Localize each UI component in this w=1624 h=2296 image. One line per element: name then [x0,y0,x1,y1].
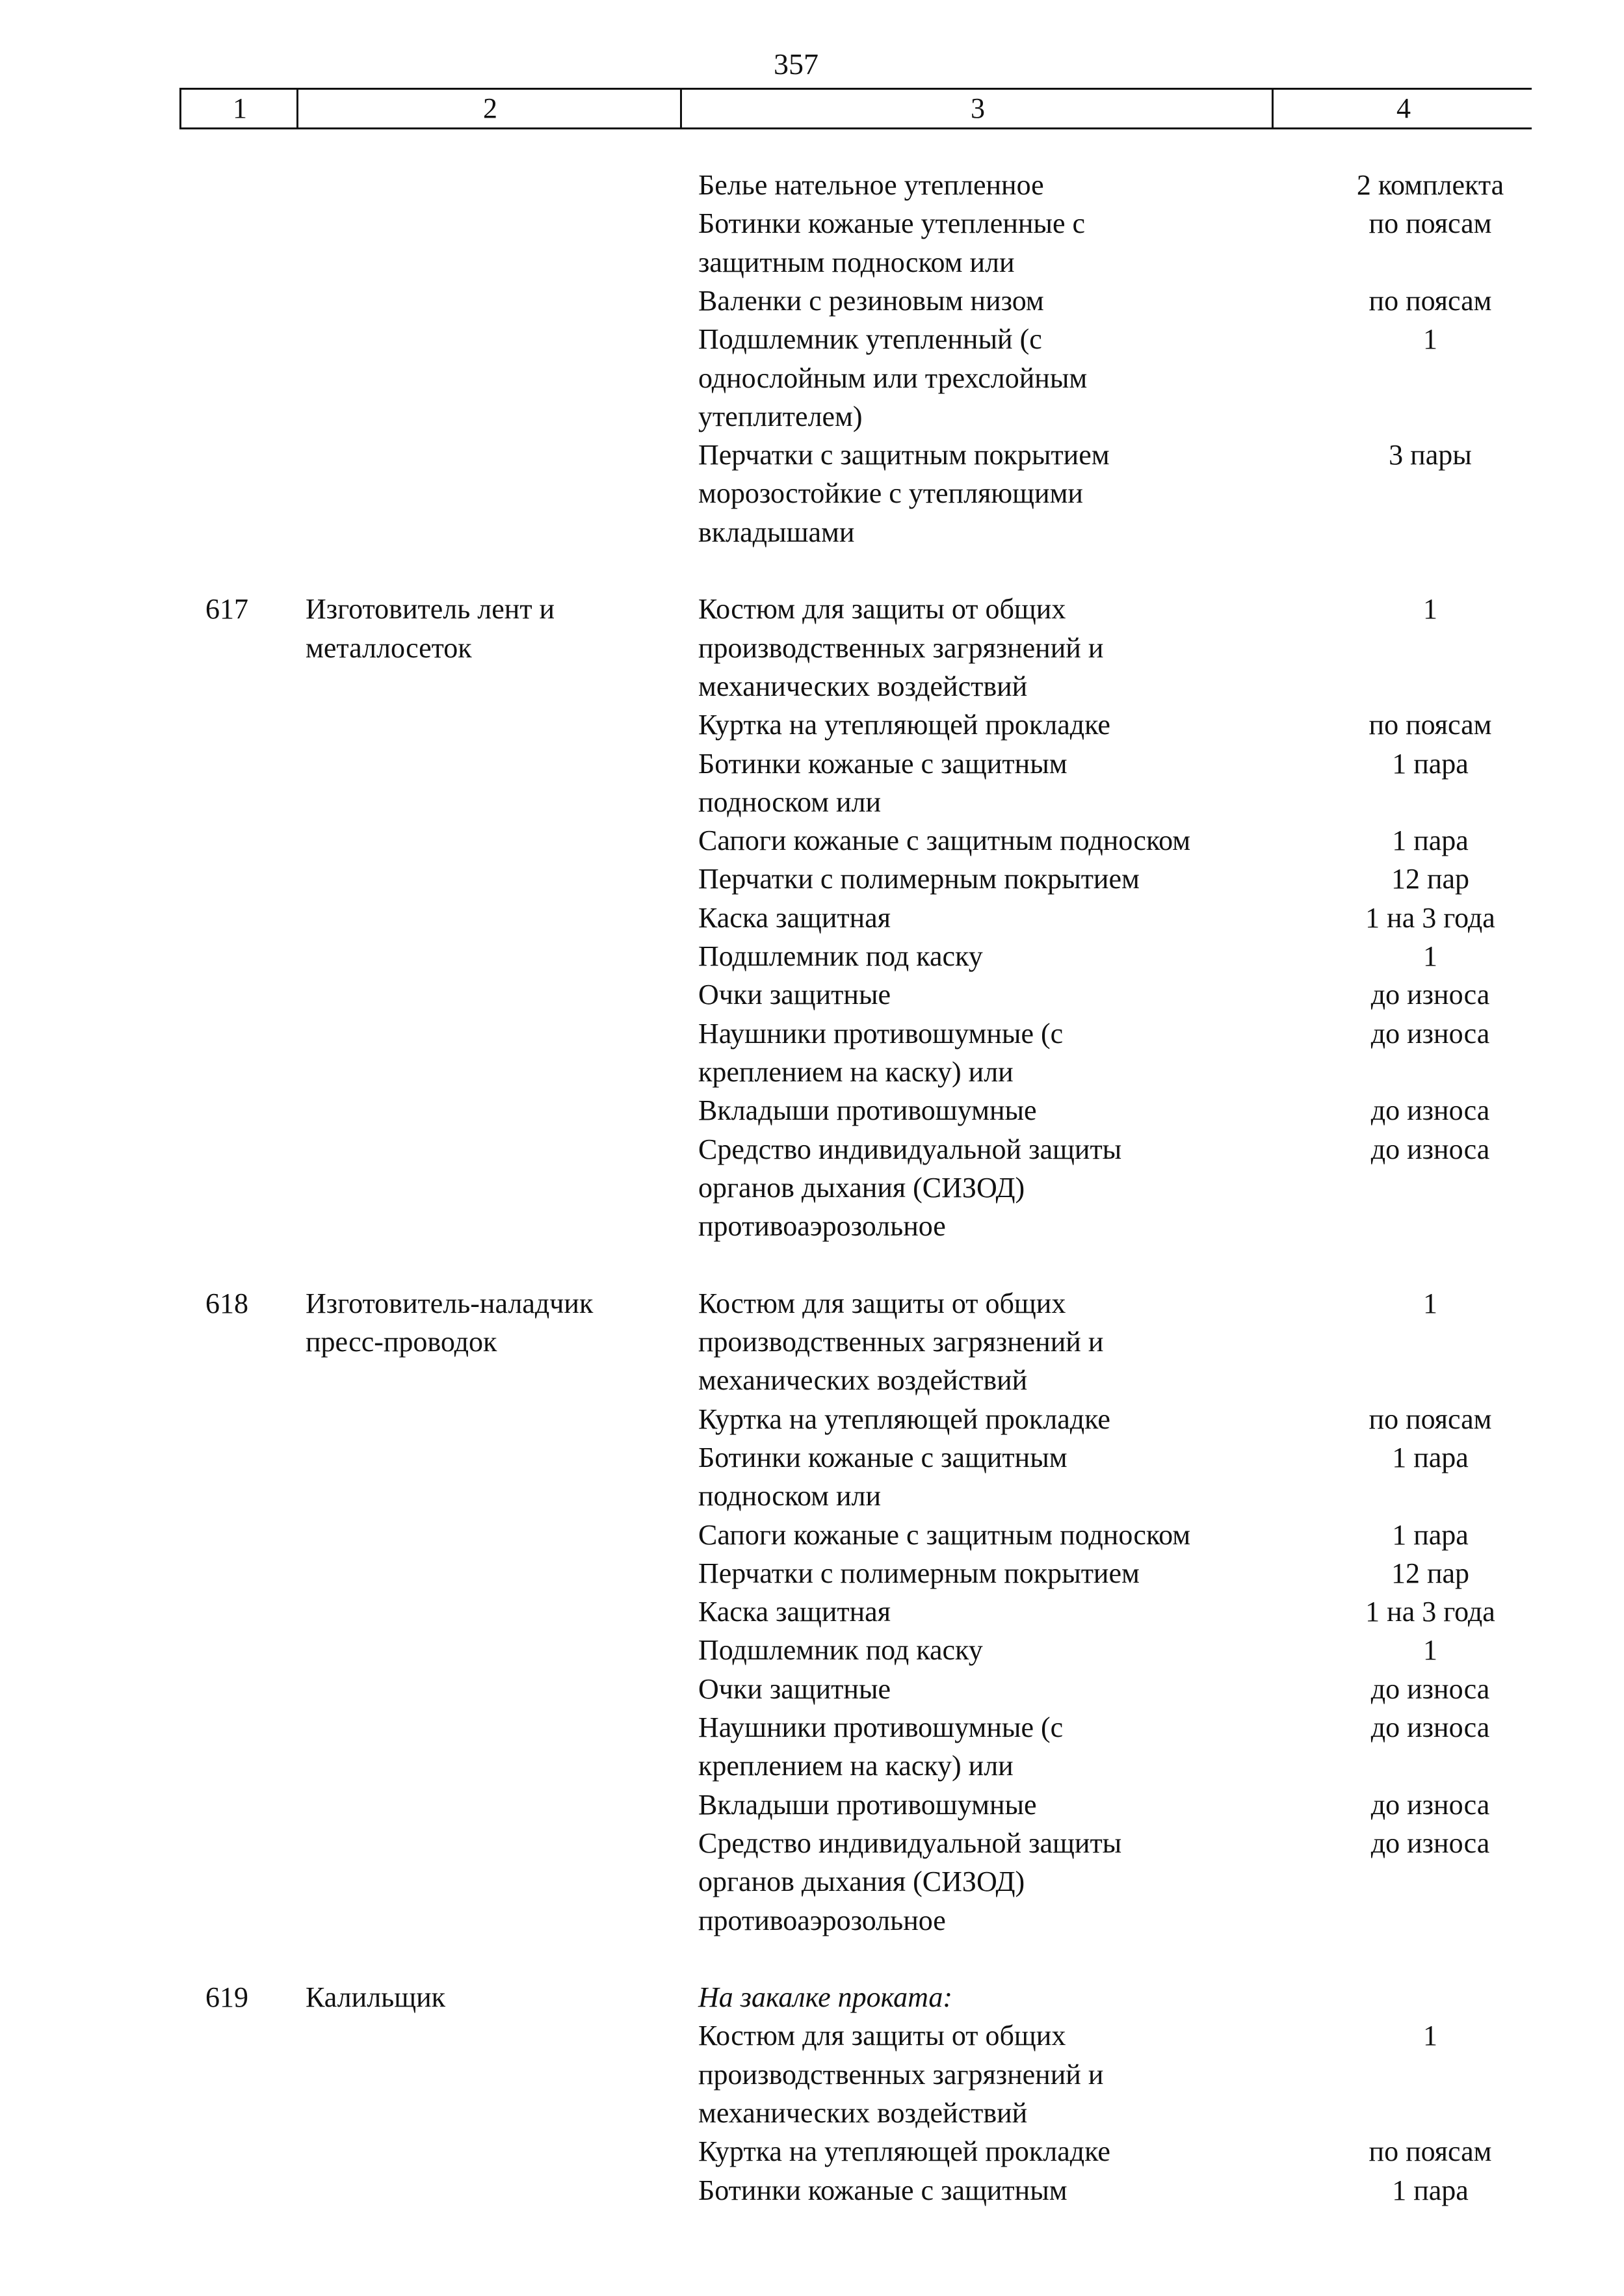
equipment-item: производственных загрязнений и [698,1326,1104,1358]
issue-norm: 3 пары [1389,439,1472,471]
equipment-item: морозостойкие с утепляющими [698,477,1083,510]
issue-norm: до износа [1370,1672,1490,1705]
equipment-item: защитным подноском или [698,246,1015,278]
equipment-item: Ботинки кожаные с защитным [698,1441,1067,1473]
equipment-item: производственных загрязнений и [698,2058,1104,2091]
profession-name: Изготовитель-наладчик [306,1287,594,1319]
issue-norm: по поясам [1369,2135,1492,2168]
header-col-1: 1 [179,90,298,127]
profession-name: пресс-проводок [306,1326,497,1358]
row-number: 619 [205,1981,248,2014]
issue-norm: 2 комплекта [1356,169,1504,201]
equipment-item: противоаэрозольное [698,1904,946,1936]
issue-norm: 12 пар [1391,863,1470,895]
equipment-item: На закалке проката: [698,1981,953,2014]
equipment-item: Каска защитная [698,1596,891,1628]
equipment-item: органов дыхания (СИЗОД) [698,1171,1025,1204]
header-col-4: 4 [1272,90,1534,127]
issue-norm: 1 [1423,2020,1437,2052]
equipment-item: утеплителем) [698,400,863,432]
issue-norm: 1 на 3 года [1365,901,1495,934]
equipment-item: Вкладыши противошумные [698,1788,1037,1821]
issue-norm: 1 [1423,1634,1437,1667]
row-number: 618 [205,1287,248,1319]
equipment-item: креплением на каску) или [698,1055,1014,1088]
issue-norm: по поясам [1369,1403,1492,1435]
issue-norm: 1 [1423,323,1437,356]
issue-norm: 1 пара [1392,1441,1469,1473]
profession-name: металлосеток [306,631,472,664]
issue-norm: до износа [1370,1788,1490,1821]
equipment-item: Сапоги кожаные с защитным подноском [698,1518,1191,1551]
issue-norm: по поясам [1369,207,1492,240]
page-number: 357 [774,47,819,81]
equipment-item: креплением на каску) или [698,1750,1014,1782]
equipment-item: Белье нательное утепленное [698,169,1044,201]
equipment-item: Валенки с резиновым низом [698,284,1044,317]
equipment-item: Очки защитные [698,979,891,1011]
equipment-item: механических воздействий [698,2097,1028,2129]
equipment-item: Ботинки кожаные с защитным [698,747,1067,780]
equipment-item: Сапоги кожаные с защитным подноском [698,825,1191,857]
equipment-item: Перчатки с защитным покрытием [698,439,1110,471]
equipment-item: механических воздействий [698,670,1028,702]
profession-name: Изготовитель лент и [306,593,555,626]
equipment-item: Средство индивидуальной защиты [698,1827,1122,1859]
equipment-item: органов дыхания (СИЗОД) [698,1866,1025,1898]
equipment-item: Костюм для защиты от общих [698,2020,1066,2052]
issue-norm: 1 пара [1392,825,1469,857]
header-row [179,90,1532,129]
equipment-item: производственных загрязнений и [698,631,1104,664]
equipment-item: Костюм для защиты от общих [698,1287,1066,1319]
equipment-item: Средство индивидуальной защиты [698,1133,1122,1165]
equipment-item: подноском или [698,1480,882,1512]
equipment-item: Куртка на утепляющей прокладке [698,709,1110,741]
equipment-item: Каска защитная [698,901,891,934]
issue-norm: до износа [1370,1711,1490,1743]
equipment-item: Подшлемник под каску [698,1634,983,1667]
header-col-3: 3 [680,90,1274,127]
issue-norm: 12 пар [1391,1557,1470,1589]
issue-norm: до износа [1370,1827,1490,1859]
equipment-item: вкладышами [698,516,855,548]
equipment-item: Очки защитные [698,1672,891,1705]
equipment-item: противоаэрозольное [698,1210,946,1243]
issue-norm: 1 [1423,593,1437,626]
issue-norm: по поясам [1369,709,1492,741]
equipment-item: Костюм для защиты от общих [698,593,1066,626]
profession-name: Калильщик [306,1981,446,2014]
equipment-item: Подшлемник под каску [698,940,983,972]
equipment-item: Куртка на утепляющей прокладке [698,2135,1110,2168]
equipment-item: Ботинки кожаные утепленные с [698,207,1086,240]
equipment-item: Вкладыши противошумные [698,1094,1037,1127]
issue-norm: 1 [1423,940,1437,972]
equipment-item: Наушники противошумные (с [698,1711,1064,1743]
issue-norm: 1 пара [1392,747,1469,780]
equipment-item: Перчатки с полимерным покрытием [698,1557,1140,1589]
issue-norm: по поясам [1369,284,1492,317]
issue-norm: 1 пара [1392,2174,1469,2206]
table-header [179,88,1532,129]
equipment-item: Наушники противошумные (с [698,1017,1064,1049]
issue-norm: 1 пара [1392,1518,1469,1551]
issue-norm: до износа [1370,1133,1490,1165]
row-number: 617 [205,593,248,626]
header-col-2: 2 [296,90,682,127]
equipment-item: механических воздействий [698,1364,1028,1397]
equipment-item: подноском или [698,785,882,818]
equipment-item: Ботинки кожаные с защитным [698,2174,1067,2206]
issue-norm: 1 на 3 года [1365,1596,1495,1628]
equipment-item: Подшлемник утепленный (с [698,323,1042,356]
issue-norm: до износа [1370,979,1490,1011]
issue-norm: до износа [1370,1094,1490,1127]
issue-norm: 1 [1423,1287,1437,1319]
equipment-item: Куртка на утепляющей прокладке [698,1403,1110,1435]
equipment-item: Перчатки с полимерным покрытием [698,863,1140,895]
issue-norm: до износа [1370,1017,1490,1049]
equipment-item: однослойным или трехслойным [698,362,1088,394]
